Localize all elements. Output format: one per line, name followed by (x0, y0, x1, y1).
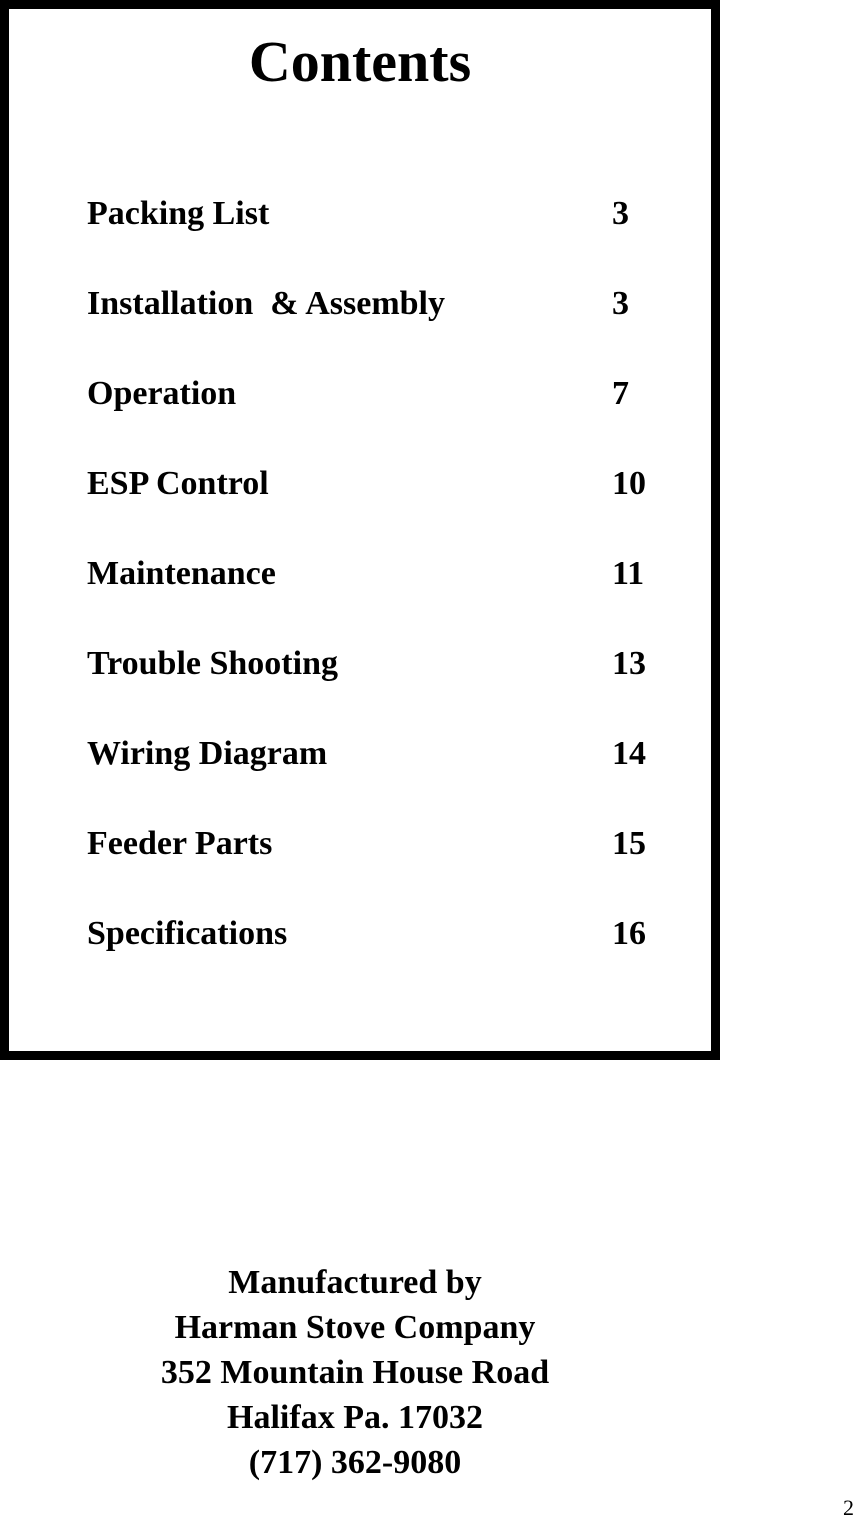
toc-entry (87, 819, 687, 909)
manufacturer-label: Manufactured by (228, 1264, 482, 1301)
toc-entry (87, 459, 687, 549)
toc-entry-page: 13 (612, 645, 646, 682)
toc-entry-page: 14 (612, 735, 646, 772)
toc-entry-title: Maintenance (87, 555, 276, 592)
toc-entry-page: 3 (612, 195, 629, 232)
contents-title: Contents (248, 29, 472, 94)
toc-entry-page: 7 (612, 375, 629, 412)
toc-entry (87, 909, 687, 999)
toc-entry (87, 729, 687, 819)
toc-entry-title: Operation (87, 375, 237, 412)
manufacturer-company: Harman Stove Company (174, 1309, 536, 1346)
toc-list (87, 189, 687, 999)
toc-entry (87, 369, 687, 459)
page-number: 2 (843, 1495, 854, 1520)
toc-entry-page: 16 (612, 915, 646, 952)
toc-entry (87, 279, 687, 369)
toc-entry-title: Trouble Shooting (87, 645, 338, 682)
toc-entry-page: 11 (612, 555, 645, 592)
toc-entry-title: Packing List (87, 195, 270, 232)
manufacturer-street: 352 Mountain House Road (160, 1354, 550, 1391)
manufacturer-block (0, 1260, 710, 1485)
toc-entry-title: Specifications (87, 915, 288, 952)
manufacturer-city: Halifax Pa. 17032 (227, 1399, 483, 1436)
toc-entry-title: Wiring Diagram (87, 735, 328, 772)
toc-entry-title: ESP Control (87, 465, 269, 502)
toc-entry-page: 10 (612, 465, 646, 502)
toc-entry (87, 189, 687, 279)
toc-entry (87, 549, 687, 639)
toc-entry (87, 639, 687, 729)
toc-entry-page: 3 (612, 285, 629, 322)
toc-entry-title: Feeder Parts (87, 825, 273, 862)
toc-entry-title: Installation & Assembly (87, 285, 445, 322)
toc-entry-page: 15 (612, 825, 646, 862)
manufacturer-phone: (717) 362-9080 (248, 1444, 462, 1481)
